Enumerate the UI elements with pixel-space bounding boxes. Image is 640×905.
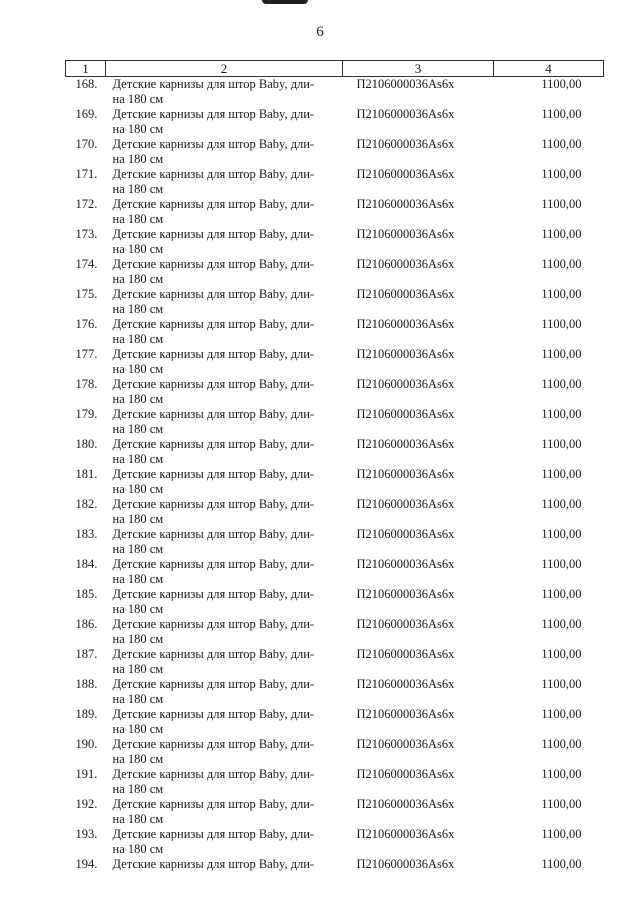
item-price: 1100,00: [541, 197, 582, 211]
item-name: Детские карнизы для штор Baby, дли-: [112, 77, 315, 91]
item-code: П2106000036Аs6х: [356, 467, 455, 481]
item-name: Детские карнизы для штор Baby, дли-: [112, 437, 315, 451]
item-price: 1100,00: [541, 287, 582, 301]
item-price: 1100,00: [541, 497, 582, 511]
table-row: [66, 467, 604, 497]
item-price: 1100,00: [541, 137, 582, 151]
item-code: П2106000036Аs6х: [356, 557, 455, 571]
item-name-continuation: на 180 см: [112, 302, 164, 316]
row-number: 181.: [75, 467, 98, 481]
item-name-cell: [106, 137, 343, 167]
table-row: [66, 317, 604, 347]
item-name-continuation: на 180 см: [112, 632, 164, 646]
table-row: [66, 197, 604, 227]
item-name-continuation: на 180 см: [112, 122, 164, 136]
item-name-cell: [106, 857, 343, 873]
item-name-continuation: на 180 см: [112, 812, 164, 826]
item-name: Детские карнизы для штор Baby, дли-: [112, 287, 315, 301]
item-name-continuation: на 180 см: [112, 662, 164, 676]
row-number: 180.: [75, 437, 98, 451]
item-name-continuation: на 180 см: [112, 92, 164, 106]
item-name-continuation: на 180 см: [112, 362, 164, 376]
item-name: Детские карнизы для штор Baby, дли-: [112, 257, 315, 271]
table-row: [66, 557, 604, 587]
row-number: 193.: [75, 827, 98, 841]
item-name-cell: [106, 797, 343, 827]
row-number: 194.: [75, 857, 98, 871]
item-name-cell: [106, 767, 343, 797]
item-name-cell: [106, 347, 343, 377]
item-name-continuation: на 180 см: [112, 272, 164, 286]
item-price: 1100,00: [541, 407, 582, 421]
item-price: 1100,00: [541, 437, 582, 451]
page-number: 6: [316, 24, 324, 40]
item-code: П2106000036Аs6х: [356, 827, 455, 841]
item-code: П2106000036Аs6х: [356, 587, 455, 601]
item-name: Детские карнизы для штор Baby, дли-: [112, 677, 315, 691]
row-number: 174.: [75, 257, 98, 271]
item-code: П2106000036Аs6х: [356, 197, 455, 211]
row-number: 178.: [75, 377, 98, 391]
row-number: 190.: [75, 737, 98, 751]
row-number: 173.: [75, 227, 98, 241]
row-number: 176.: [75, 317, 98, 331]
item-code: П2106000036Аs6х: [356, 167, 455, 181]
column-header-4: 4: [494, 61, 604, 77]
item-code: П2106000036Аs6х: [356, 857, 455, 871]
item-name-cell: [106, 647, 343, 677]
item-price: 1100,00: [541, 347, 582, 361]
item-code: П2106000036Аs6х: [356, 527, 455, 541]
item-name: Детские карнизы для штор Baby, дли-: [112, 827, 315, 841]
item-code: П2106000036Аs6х: [356, 677, 455, 691]
item-name-continuation: на 180 см: [112, 332, 164, 346]
row-number: 188.: [75, 677, 98, 691]
item-name-cell: [106, 317, 343, 347]
item-name-continuation: на 180 см: [112, 542, 164, 556]
item-name-cell: [106, 107, 343, 137]
table-row: [66, 707, 604, 737]
row-number: 171.: [75, 167, 98, 181]
table-row: [66, 767, 604, 797]
item-code: П2106000036Аs6х: [356, 617, 455, 631]
item-code: П2106000036Аs6х: [356, 707, 455, 721]
item-price: 1100,00: [541, 467, 582, 481]
row-number: 183.: [75, 527, 98, 541]
item-name-continuation: на 180 см: [112, 512, 164, 526]
item-name-continuation: на 180 см: [112, 152, 164, 166]
table-row: [66, 347, 604, 377]
item-name-cell: [106, 497, 343, 527]
item-name-cell: [106, 557, 343, 587]
item-name-continuation: на 180 см: [112, 422, 164, 436]
item-name: Детские карнизы для штор Baby, дли-: [112, 407, 315, 421]
item-code: П2106000036Аs6х: [356, 137, 455, 151]
column-header-1: 1: [66, 61, 106, 77]
item-price: 1100,00: [541, 827, 582, 841]
item-name: Детские карнизы для штор Baby, дли-: [112, 317, 315, 331]
item-name-continuation: на 180 см: [112, 452, 164, 466]
item-name-cell: [106, 197, 343, 227]
item-name-continuation: на 180 см: [112, 392, 164, 406]
table-row: [66, 677, 604, 707]
item-code: П2106000036Аs6х: [356, 317, 455, 331]
item-name-continuation: на 180 см: [112, 842, 164, 856]
item-price: 1100,00: [541, 227, 582, 241]
table-row: [66, 257, 604, 287]
item-name: Детские карнизы для штор Baby, дли-: [112, 557, 315, 571]
item-name-continuation: на 180 см: [112, 752, 164, 766]
item-name-continuation: на 180 см: [112, 722, 164, 736]
item-name-continuation: на 180 см: [112, 182, 164, 196]
item-code: П2106000036Аs6х: [356, 767, 455, 781]
item-name-cell: [106, 167, 343, 197]
item-name-cell: [106, 377, 343, 407]
table-row: [66, 827, 604, 857]
table-row: [66, 857, 604, 873]
item-name: Детские карнизы для штор Baby, дли-: [112, 527, 315, 541]
item-price: 1100,00: [541, 167, 582, 181]
item-name-cell: [106, 707, 343, 737]
items-table: [65, 60, 604, 873]
item-price: 1100,00: [541, 317, 582, 331]
item-code: П2106000036Аs6х: [356, 647, 455, 661]
item-name-cell: [106, 587, 343, 617]
item-name: Детские карнизы для штор Baby, дли-: [112, 167, 315, 181]
item-code: П2106000036Аs6х: [356, 227, 455, 241]
item-name: Детские карнизы для штор Baby, дли-: [112, 497, 315, 511]
item-name: Детские карнизы для штор Baby, дли-: [112, 737, 315, 751]
item-price: 1100,00: [541, 587, 582, 601]
item-code: П2106000036Аs6х: [356, 377, 455, 391]
item-name-continuation: на 180 см: [112, 482, 164, 496]
table-row: [66, 287, 604, 317]
item-name: Детские карнизы для штор Baby, дли-: [112, 587, 315, 601]
row-number: 191.: [75, 767, 98, 781]
item-name: Детские карнизы для штор Baby, дли-: [112, 467, 315, 481]
table-row: [66, 737, 604, 767]
item-name: Детские карнизы для штор Baby, дли-: [112, 857, 315, 871]
item-name-cell: [106, 257, 343, 287]
item-name-cell: [106, 737, 343, 767]
row-number: 179.: [75, 407, 98, 421]
item-name: Детские карнизы для штор Baby, дли-: [112, 107, 315, 121]
item-name: Детские карнизы для штор Baby, дли-: [112, 797, 315, 811]
row-number: 168.: [75, 77, 98, 91]
item-name-cell: [106, 677, 343, 707]
item-name-cell: [106, 827, 343, 857]
item-code: П2106000036Аs6х: [356, 797, 455, 811]
row-number: 184.: [75, 557, 98, 571]
item-name-continuation: на 180 см: [112, 242, 164, 256]
item-price: 1100,00: [541, 77, 582, 91]
item-price: 1100,00: [541, 527, 582, 541]
table-row: [66, 107, 604, 137]
item-price: 1100,00: [541, 857, 582, 871]
table-row: [66, 407, 604, 437]
item-name-continuation: на 180 см: [112, 572, 164, 586]
item-name-cell: [106, 227, 343, 257]
item-name-cell: [106, 407, 343, 437]
item-name-continuation: на 180 см: [112, 212, 164, 226]
item-name-cell: [106, 287, 343, 317]
table-body: [66, 77, 604, 874]
item-code: П2106000036Аs6х: [356, 407, 455, 421]
item-name: Детские карнизы для штор Baby, дли-: [112, 617, 315, 631]
row-number: 177.: [75, 347, 98, 361]
table-row: [66, 227, 604, 257]
table-row: [66, 377, 604, 407]
table-row: [66, 647, 604, 677]
item-code: П2106000036Аs6х: [356, 347, 455, 361]
table-row: [66, 167, 604, 197]
item-name-continuation: на 180 см: [112, 602, 164, 616]
row-number: 192.: [75, 797, 98, 811]
table-row: [66, 797, 604, 827]
item-name: Детские карнизы для штор Baby, дли-: [112, 137, 315, 151]
item-name: Детские карнизы для штор Baby, дли-: [112, 767, 315, 781]
item-name-cell: [106, 467, 343, 497]
row-number: 189.: [75, 707, 98, 721]
table-header-row: [66, 61, 604, 77]
item-price: 1100,00: [541, 557, 582, 571]
item-price: 1100,00: [541, 647, 582, 661]
table-row: [66, 497, 604, 527]
item-name: Детские карнизы для штор Baby, дли-: [112, 707, 315, 721]
row-number: 186.: [75, 617, 98, 631]
item-price: 1100,00: [541, 677, 582, 691]
item-name: Детские карнизы для штор Baby, дли-: [112, 377, 315, 391]
item-name-cell: [106, 437, 343, 467]
item-price: 1100,00: [541, 617, 582, 631]
item-name: Детские карнизы для штор Baby, дли-: [112, 647, 315, 661]
item-price: 1100,00: [541, 377, 582, 391]
row-number: 169.: [75, 107, 98, 121]
item-code: П2106000036Аs6х: [356, 107, 455, 121]
item-name-cell: [106, 527, 343, 557]
row-number: 185.: [75, 587, 98, 601]
item-price: 1100,00: [541, 107, 582, 121]
item-price: 1100,00: [541, 707, 582, 721]
row-number: 175.: [75, 287, 98, 301]
row-number: 172.: [75, 197, 98, 211]
item-code: П2106000036Аs6х: [356, 497, 455, 511]
table-row: [66, 137, 604, 167]
item-price: 1100,00: [541, 257, 582, 271]
item-price: 1100,00: [541, 797, 582, 811]
item-name-continuation: на 180 см: [112, 782, 164, 796]
scan-mark: [262, 0, 308, 4]
table-row: [66, 77, 604, 108]
column-header-2: 2: [106, 61, 343, 77]
item-name-cell: [106, 77, 343, 108]
table-row: [66, 587, 604, 617]
item-code: П2106000036Аs6х: [356, 737, 455, 751]
item-name-cell: [106, 617, 343, 647]
item-code: П2106000036Аs6х: [356, 77, 455, 91]
table-row: [66, 437, 604, 467]
item-name: Детские карнизы для штор Baby, дли-: [112, 227, 315, 241]
row-number: 187.: [75, 647, 98, 661]
item-code: П2106000036Аs6х: [356, 257, 455, 271]
item-price: 1100,00: [541, 737, 582, 751]
item-name: Детские карнизы для штор Baby, дли-: [112, 197, 315, 211]
table-row: [66, 527, 604, 557]
column-header-3: 3: [343, 61, 494, 77]
item-name: Детские карнизы для штор Baby, дли-: [112, 347, 315, 361]
item-code: П2106000036Аs6х: [356, 437, 455, 451]
item-code: П2106000036Аs6х: [356, 287, 455, 301]
item-price: 1100,00: [541, 767, 582, 781]
row-number: 182.: [75, 497, 98, 511]
item-name-continuation: на 180 см: [112, 692, 164, 706]
row-number: 170.: [75, 137, 98, 151]
table-row: [66, 617, 604, 647]
